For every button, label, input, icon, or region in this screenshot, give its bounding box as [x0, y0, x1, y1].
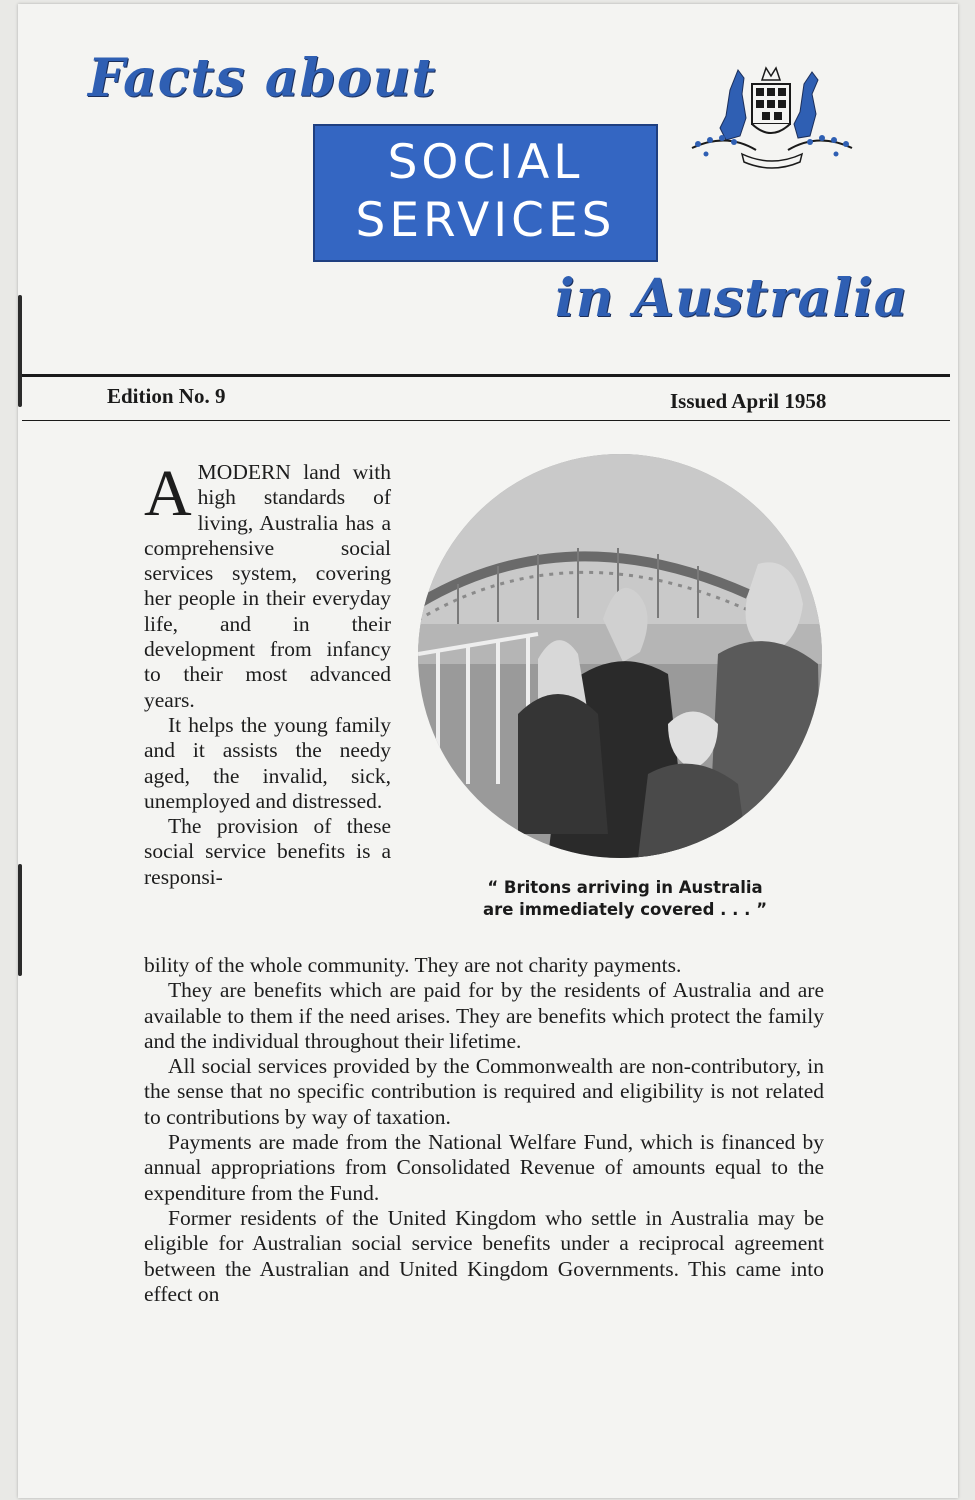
photo-caption [455, 877, 795, 921]
title-services: SERVICES [355, 193, 616, 248]
issue-date: Issued April 1958 [670, 389, 827, 413]
paragraph-help: It helps the young family and it assists the needy aged, the invalid, sick, unemployed and distressed. [144, 712, 391, 813]
coat-of-arms-icon [686, 58, 858, 178]
article-full-column [144, 953, 824, 1307]
paragraph-uk-residents: Former residents of the United Kingdom who settle in Australia may be eligible for Australian social service benefits under a reciprocal agreement between the Australian and United Kingdom Governments. This came into effect on [144, 1205, 824, 1306]
paragraph-responsibility-cont: bility of the whole community. They are not charity payments. [144, 953, 682, 977]
staple-bottom [18, 864, 22, 976]
paragraph-noncontributory: All social services provided by the Commonwealth are non-contributory, in the sense that no specific contribution is required and eligibility is not related to contributions by way of taxation. [144, 1054, 824, 1129]
caption-line-1: “ Britons arriving in Australia [487, 878, 763, 897]
article-left-column [144, 457, 391, 890]
paragraph-welfare-fund: Payments are made from the National Welfare Fund, which is financed by annual appropriations from Consolidated Revenue of amounts equal to the expenditure from the Fund. [144, 1130, 824, 1205]
paragraph-benefits: They are benefits which are paid for by the residents of Australia and are available to them if the need arises. They are benefits which protect the family and the individual throughout their lifetime. [144, 978, 824, 1053]
title-in-australia: in Australia [555, 268, 909, 329]
header-rule-top [22, 374, 950, 377]
title-box [313, 124, 658, 262]
photo-family-on-ship [418, 454, 822, 858]
edition-number: Edition No. 9 [107, 384, 226, 408]
paragraph-provision: The provision of these social service benefits is a responsi- [144, 814, 391, 889]
paragraph-intro: MODERN land with high standards of living, Australia has a comprehensive social services system, covering her people in their everyday life, and in their development from infancy to their most advanced years. [144, 460, 391, 712]
drop-cap: A [144, 457, 192, 530]
header-rule-bottom [22, 420, 950, 421]
title-facts-about: Facts about [88, 48, 437, 109]
title-social: SOCIAL [387, 135, 584, 190]
staple-top [18, 295, 22, 407]
caption-line-2: are immediately covered . . . ” [482, 900, 768, 919]
